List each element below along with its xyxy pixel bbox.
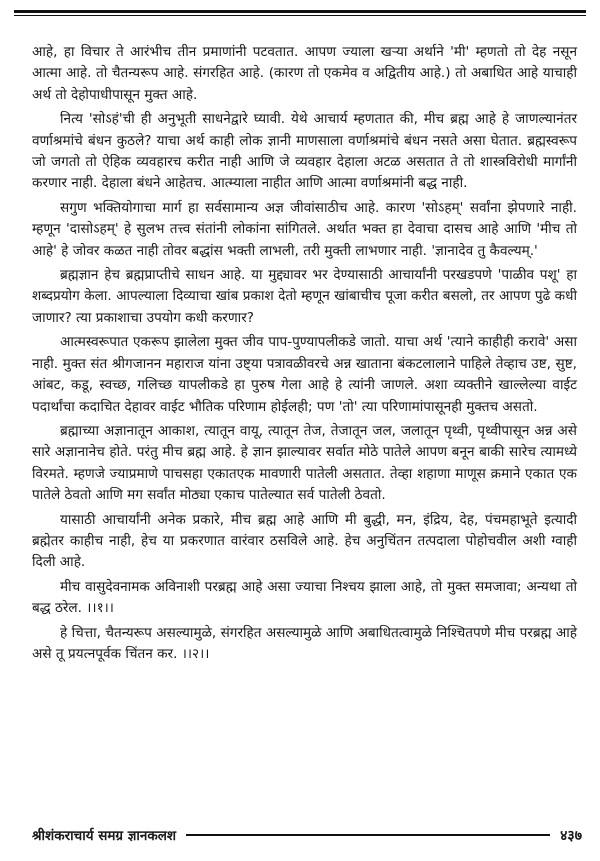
header-rule-thick	[14, 10, 586, 13]
footer-rule	[186, 834, 550, 836]
paragraph-2: नित्य 'सोऽहं'ची ही अनुभूती साधनेद्वारे घ्यावी. येथे आचार्य म्हणतात की, मीच ब्रह्म आहे हे जाणल्यानंतर वर्णाश्रमांचे बंधन कुठले? याचा अर्थ काही लोक ज्ञानी माणसाला वर्णाश्रमांचे बंधन नसते असा घेतात. ब्रह्मस्वरूप जो जगतो तो ऐहिक व्यवहारच करीत नाही आणि जे व्यवहार देहाला अटळ असतात ते तो शास्त्रविरोधी मार्गांनी करणार नाही. देहाला बंधने आहेतच. आत्म्याला नाहीत आणि आत्मा वर्णाश्रमांनी बद्ध नाही.	[32, 111, 577, 192]
body-text	[32, 42, 577, 668]
paragraph-3: सगुण भक्तियोगाचा मार्ग हा सर्वसामान्य अज्ञ जीवांसाठीच आहे. कारण 'सोऽहम्' सर्वांना झेपणारे नाही. म्हणून 'दासोऽहम्' हे सुलभ तत्त्व संतांनी लोकांना सांगितले. अर्थात भक्त हा देवाचा दासच आहे आणि 'मीच तो आहे' हे जोवर कळत नाही तोवर बद्धांस भक्ती लाभली, तरी मुक्ती लाभणार नाही. 'ज्ञानादेव तु कैवल्यम्.'	[32, 199, 577, 259]
header-rule-thin	[14, 15, 586, 16]
page-number: ४३७	[560, 827, 582, 844]
verse-2: हे चित्ता, चैतन्यरूप असल्यामुळे, संगरहित असल्यामुळे आणि अबाधितत्वामुळे निश्चितपणे मीच परब्रह्म आहे असे तू प्रयत्नपूर्वक चिंतन कर. ।।२।।	[32, 624, 577, 662]
paragraph-4: ब्रह्मज्ञान हेच ब्रह्मप्राप्तीचे साधन आहे. या मुद्द्यावर भर देण्यासाठी आचार्यांनी परखडपणे 'पाळीव पशू' हा शब्दप्रयोग केला. आपल्याला दिव्याचा खांब प्रकाश देतो म्हणून खांबाचीच पूजा करीत बसलो, तर आपण पुढे कधी जाणार? त्या प्रकाशाचा उपयोग कधी करणार?	[32, 267, 577, 326]
paragraph-1: आहे, हा विचार ते आरंभीच तीन प्रमाणांनी पटवतात. आपण ज्याला खऱ्या अर्थाने 'मी' म्हणतो तो देह नसून आत्मा आहे. तो चैतन्यरूप आहे. संगरहित आहे. (कारण तो एकमेव व अद्वितीय आहे.) तो अबाधित आहे याचाही अर्थ तो देहोपाधीपासून मुक्त आहे.	[32, 44, 577, 103]
book-title: श्रीशंकराचार्य समग्र ज्ञानकलश	[32, 828, 177, 844]
page-footer	[32, 823, 582, 847]
paragraph-5: आत्मस्वरूपात एकरूप झालेला मुक्त जीव पाप-पुण्यापलीकडे जातो. याचा अर्थ 'त्याने काहीही करावे' असा नाही. मुक्त संत श्रीगजानन महाराज यांना उष्ट्या पत्रावळीवरचे अन्न खाताना बंकटलालाने पाहिले तेव्हाच उष्ट, सुष्ट, आंबट, कडू, स्वच्छ, गलिच्छ यापलीकडे हा पुरुष गेला आहे हे त्यांनी जाणले. अशा व्यक्तीने खाल्लेल्या वाईट पदार्थांचा कदाचित देहावर वाईट भौतिक परिणाम होईलही; पण 'तो' त्या परिणामांपासूनही मुक्तच असतो.	[32, 334, 577, 415]
paragraph-7: यासाठी आचार्यांनी अनेक प्रकारे, मीच ब्रह्म आहे आणि मी बुद्धी, मन, इंद्रिय, देह, पंचमहाभूते इत्यादी ब्रह्मेतर काहीच नाही, हेच या प्रकरणात वारंवार ठसविले आहे. हेच अनुचिंतन तत्पदाला पोहोचवील अशी ग्वाही दिली आहे.	[32, 511, 577, 571]
verse-1: मीच वासुदेवनामक अविनाशी परब्रह्म आहे असा ज्याचा निश्चय झाला आहे, तो मुक्त समजावा; अन्यथा तो बद्ध ठरेल. ।।१।।	[32, 578, 577, 617]
paragraph-6: ब्रह्माच्या अज्ञानातून आकाश, त्यातून वायू, त्यातून तेज, तेजातून जल, जलातून पृथ्वी, पृथ्वीपासून अन्न असे सारे अज्ञानानेच होते. परंतु मीच ब्रह्म आहे. हे ज्ञान झाल्यावर सर्वात मोठे पातेले आपण बनून बाकी सारेच त्यामध्ये विरमते. म्हणजे ज्याप्रमाणे पाचसहा एकातएक मावणारी पातेली असतात. तेव्हा शहाणा माणूस क्रमाने एकात एक पातेले ठेवतो आणि मग सर्वांत मोठ्या एकाच पातेल्यात सर्व पातेली ठेवतो.	[32, 422, 577, 504]
